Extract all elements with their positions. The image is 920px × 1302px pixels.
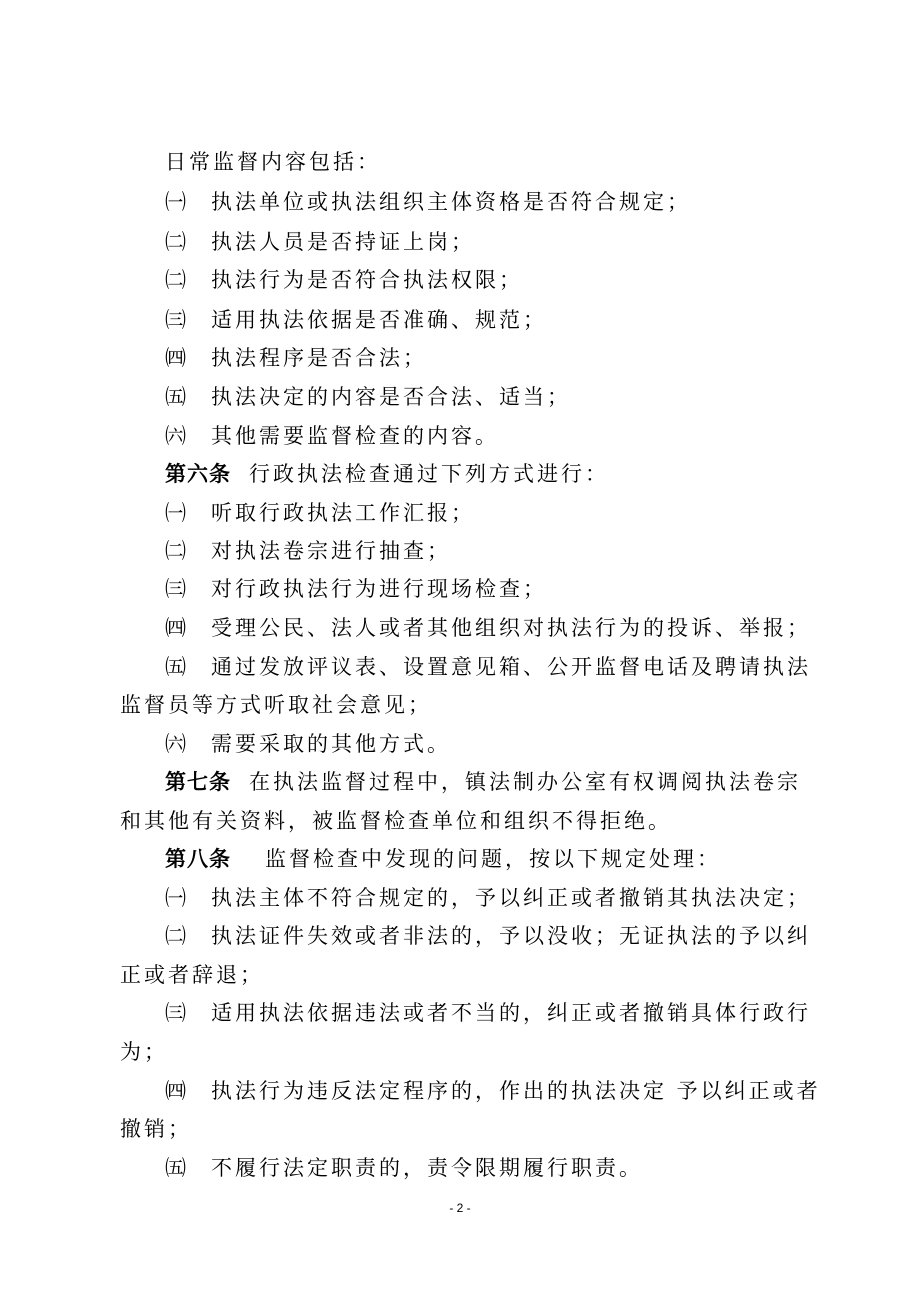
list-item xyxy=(165,999,855,1027)
line-text: 执法主体不符合规定的，予以纠正或者撤销其执法决定； xyxy=(211,886,811,910)
line-text: 适用执法依据违法或者不当的，纠正或者撤销具体行政行 xyxy=(211,1001,811,1025)
list-item xyxy=(165,188,855,216)
line-text: 适用执法依据是否准确、规范； xyxy=(211,308,547,332)
paragraph-line xyxy=(165,148,855,176)
article-line xyxy=(165,460,855,488)
list-number: ㈡ xyxy=(165,924,186,948)
line-text: 正或者辞退； xyxy=(120,963,264,987)
line-text: 受理公民、法人或者其他组织对执法行为的投诉、举报； xyxy=(211,616,811,640)
line-text: 撤销； xyxy=(120,1117,192,1141)
list-number: ㈠ xyxy=(165,501,186,525)
list-number: ㈥ xyxy=(165,732,186,756)
article-line xyxy=(165,768,855,796)
page-number: - 2 - xyxy=(449,1201,471,1215)
line-text: 执法行为是否符合执法权限； xyxy=(211,268,523,292)
list-number: ㈡ xyxy=(165,268,186,292)
article-line xyxy=(165,845,855,873)
list-number: ㈤ xyxy=(165,385,186,409)
line-text: 执法程序是否合法； xyxy=(211,346,427,370)
paragraph-line xyxy=(120,807,810,835)
line-text: 行政执法检查通过下列方式进行： xyxy=(249,462,609,486)
list-item xyxy=(165,383,855,411)
line-text: 不履行法定职责的，责令限期履行职责。 xyxy=(211,1156,643,1180)
paragraph-line xyxy=(120,691,810,719)
paragraph-line xyxy=(120,1038,810,1066)
list-item xyxy=(165,499,855,527)
list-number: ㈠ xyxy=(165,190,186,214)
line-text: 执法人员是否持证上岗； xyxy=(211,230,475,254)
line-text: 听取行政执法工作汇报； xyxy=(211,501,475,525)
list-item xyxy=(165,228,855,256)
list-item xyxy=(165,266,855,294)
list-item xyxy=(165,575,855,603)
list-item xyxy=(165,614,855,642)
line-text: 和其他有关资料，被监督检查单位和组织不得拒绝。 xyxy=(120,809,672,833)
line-text: 对执法卷宗进行抽查； xyxy=(211,539,451,563)
list-number: ㈣ xyxy=(165,616,186,640)
article-heading: 第六条 xyxy=(165,461,231,486)
list-number: ㈤ xyxy=(165,1156,186,1180)
list-number: ㈢ xyxy=(165,308,186,332)
list-number: ㈢ xyxy=(165,1001,186,1025)
list-number: ㈥ xyxy=(165,424,186,448)
article-heading: 第八条 xyxy=(165,846,231,871)
line-text: 执法证件失效或者非法的，予以没收；无证执法的予以纠 xyxy=(211,924,811,948)
line-text: 执法行为违反法定程序的，作出的执法决定 予以纠正或者 xyxy=(211,1079,821,1103)
list-item xyxy=(165,1154,855,1182)
list-item xyxy=(165,922,855,950)
line-text: 为； xyxy=(120,1040,168,1064)
list-item xyxy=(165,730,855,758)
list-item xyxy=(165,422,855,450)
paragraph-line xyxy=(120,961,810,989)
line-text: 执法单位或执法组织主体资格是否符合规定； xyxy=(211,190,691,214)
line-text: 对行政执法行为进行现场检查； xyxy=(211,577,547,601)
line-text: 通过发放评议表、设置意见箱、公开监督电话及聘请执法 xyxy=(211,655,811,679)
list-item xyxy=(165,653,855,681)
line-text: 需要采取的其他方式。 xyxy=(211,732,451,756)
list-number: ㈡ xyxy=(165,539,186,563)
list-number: ㈢ xyxy=(165,577,186,601)
line-text: 监督员等方式听取社会意见； xyxy=(120,693,432,717)
list-item xyxy=(165,884,855,912)
list-number: ㈡ xyxy=(165,230,186,254)
list-number: ㈤ xyxy=(165,655,186,679)
list-item xyxy=(165,344,855,372)
line-text: 在执法监督过程中，镇法制办公室有权调阅执法卷宗 xyxy=(249,770,801,794)
line-text: 执法决定的内容是否合法、适当； xyxy=(211,385,571,409)
article-heading: 第七条 xyxy=(165,769,231,794)
line-text: 监督检查中发现的问题，按以下规定处理： xyxy=(265,847,721,871)
paragraph-line xyxy=(120,1115,810,1143)
list-number: ㈣ xyxy=(165,1079,186,1103)
list-item xyxy=(165,1077,855,1105)
line-text: 其他需要监督检查的内容。 xyxy=(211,424,499,448)
list-item xyxy=(165,537,855,565)
list-number: ㈠ xyxy=(165,886,186,910)
line-text: 日常监督内容包括： xyxy=(165,150,381,174)
list-number: ㈣ xyxy=(165,346,186,370)
list-item xyxy=(165,306,855,334)
